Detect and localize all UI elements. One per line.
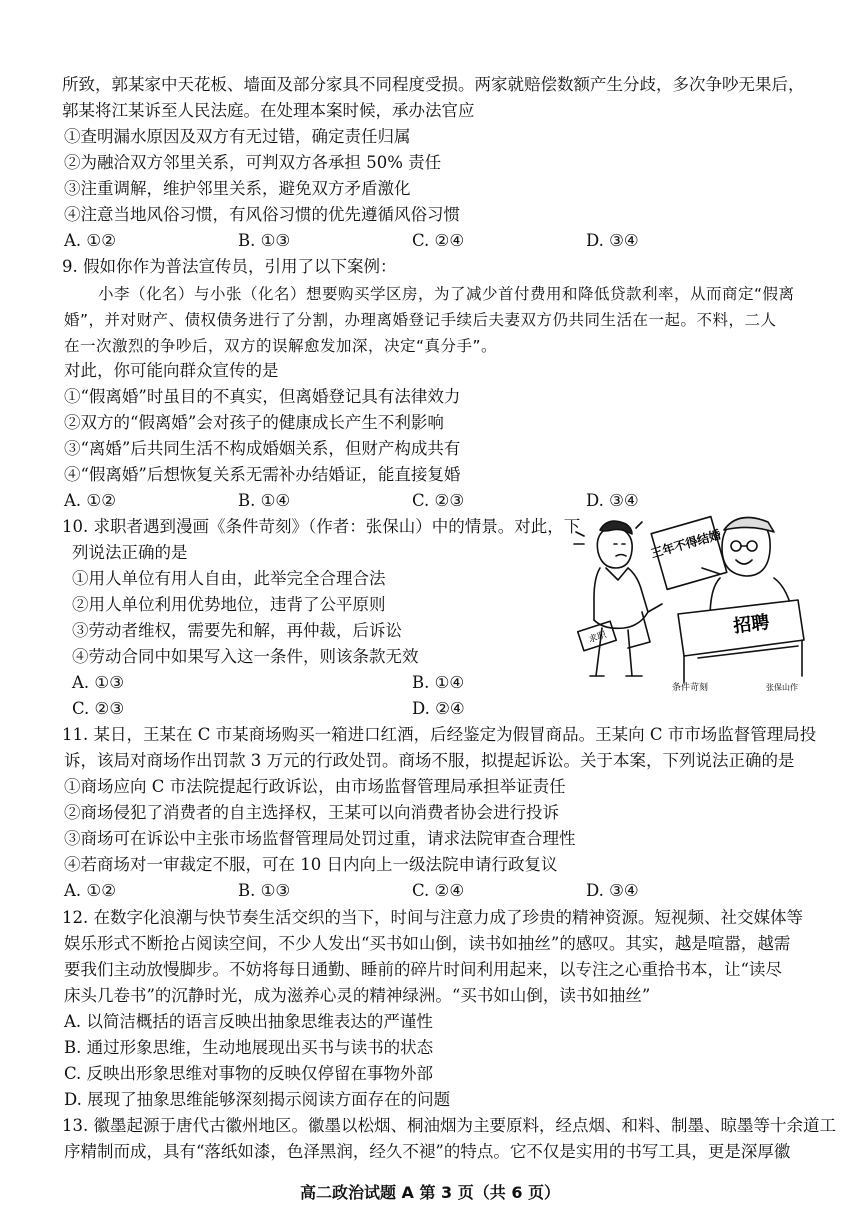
q10-stem-line1: 10. 求职者遇到漫画《条件苛刻》（作者：张保山）中的情景。对此，下 [62,517,581,536]
q12-option-a: A. 以简洁概括的语言反映出抽象思维表达的严谨性 [64,1012,433,1031]
q12-option-d: D. 展现了抽象思维能够深刻揭示阅读方面存在的问题 [64,1090,451,1109]
q13-stem-line1: 13. 徽墨起源于唐代古徽州地区。徽墨以松烟、桐油烟为主要原料，经点烟、和料、制墨、晾墨等十余道工 [62,1116,836,1135]
q9-stem: 9. 假如你作为普法宣传员，引用了以下案例： [62,257,397,276]
q11-statement-2: ②商场侵犯了消费者的自主选择权，王某可以向消费者协会进行投诉 [64,803,559,822]
q9-option-a: A. ①② [64,491,116,510]
q8-statement-1: ①查明漏水原因及双方有无过错，确定责任归属 [64,127,411,146]
q8-stem-line1: 所致，郭某家中天花板、墙面及部分家具不同程度受损。两家就赔偿数额产生分歧，多次争吵无果后， [62,75,805,94]
q12-option-b: B. 通过形象思维，生动地展现出买书与读书的状态 [64,1038,434,1057]
q11-stem-line1: 11. 某日，王某在 C 市某商场购买一箱进口红酒，后经鉴定为假冒商品。王某向 C 市市场监督管理局投 [62,725,817,744]
cartoon-case-text: 求职 [587,630,608,646]
q9-option-b: B. ①④ [238,491,291,510]
q9-option-d: D. ③④ [586,491,639,510]
q9-statement-1: ①“假离婚”时虽目的不真实，但离婚登记具有法律效力 [64,387,461,406]
q9-statement-3: ③“离婚”后共同生活不构成婚姻关系，但财产构成共有 [64,439,461,458]
cartoon-sign-text: 三年不得结婚 [649,527,723,561]
q13-stem-line2: 序精制而成，具有“落纸如漆，色泽黑润，经久不褪”的特点。它不仅是实用的书写工具，更是深厚徽 [64,1142,791,1161]
q9-case-line3: 在一次激烈的争吵后，双方的误解愈发加深，决定“真分手”。 [64,337,498,355]
q12-stem-line1: 12. 在数字化浪潮与快节奏生活交织的当下，时间与注意力成了珍贵的精神资源。短视频、社交媒体等 [62,908,803,927]
cartoon-illustration [570,508,810,693]
q11-statement-1: ①商场应向 C 市法院提起行政诉讼，由市场监督管理局承担举证责任 [64,777,566,796]
q9-case-line1: 小李（化名）与小张（化名）想要购买学区房，为了减少首付费用和降低贷款利率，从而商定“假离 [98,285,795,303]
q11-option-b: B. ①③ [238,881,291,900]
q9-case-line2: 婚”，并对财产、债权债务进行了分割，办理离婚登记手续后夫妻双方仍共同生活在一起。不料，二人 [64,311,777,329]
q11-stem-line2: 诉，该局对商场作出罚款 3 万元的行政处罚。商场不服，拟提起诉讼。关于本案，下列说法正确的是 [64,751,795,770]
q10-stem-line2: 列说法正确的是 [72,543,188,562]
q10-statement-1: ①用人单位有用人自由，此举完全合理合法 [72,569,386,588]
q8-option-d: D. ③④ [586,231,639,250]
q9-prompt: 对此，你可能向群众宣传的是 [64,361,279,380]
q10-option-a: A. ①③ [72,673,124,692]
page-footer: 高二政治试题 A 第 3 页（共 6 页） [299,1183,561,1202]
cartoon-caption: 条件苛刻 [671,683,709,693]
q11-option-d: D. ③④ [586,881,639,900]
q10-statement-3: ③劳动者维权，需要先和解，再仲裁，后诉讼 [72,621,402,640]
q9-option-c: C. ②③ [412,491,465,510]
q8-option-a: A. ①② [64,231,116,250]
q10-option-b: B. ①④ [412,673,465,692]
q12-stem-line4: 床头几卷书”的沉静时光，成为滋养心灵的精神绿洲。“买书如山倒，读书如抽丝” [64,986,651,1005]
q12-stem-line3: 要我们主动放慢脚步。不妨将每日通勤、睡前的碎片时间利用起来，以专注之心重拾书本，让“读尽 [64,960,782,979]
cartoon-author: 张保山作 [766,683,798,692]
q11-option-a: A. ①② [64,881,116,900]
cartoon-desk-text: 招聘 [732,611,771,638]
q10-option-c: C. ②③ [72,699,125,718]
q11-statement-3: ③商场可在诉讼中主张市场监督管理局处罚过重，请求法院审查合理性 [64,829,576,848]
q10-statement-4: ④劳动合同中如果写入这一条件，则该条款无效 [72,647,419,666]
q12-option-c: C. 反映出形象思维对事物的反映仅停留在事物外部 [64,1064,434,1083]
q8-option-c: C. ②④ [412,231,465,250]
q9-statement-4: ④“假离婚”后想恢复关系无需补办结婚证，能直接复婚 [64,465,461,484]
q11-option-c: C. ②④ [412,881,465,900]
q10-option-d: D. ②④ [412,699,465,718]
q10-statement-2: ②用人单位利用优势地位，违背了公平原则 [72,595,386,614]
q8-statement-4: ④注意当地风俗习惯，有风俗习惯的优先遵循风俗习惯 [64,205,460,224]
q8-statement-3: ③注重调解，维护邻里关系，避免双方矛盾激化 [64,179,411,198]
q8-statement-2: ②为融洽双方邻里关系，可判双方各承担 50% 责任 [64,153,442,172]
q9-statement-2: ②双方的“假离婚”会对孩子的健康成长产生不利影响 [64,413,444,432]
q8-option-b: B. ①③ [238,231,291,250]
q8-stem-line2: 郭某将江某诉至人民法庭。在处理本案时候，承办法官应 [62,101,475,120]
q11-statement-4: ④若商场对一审裁定不服，可在 10 日内向上一级法院申请行政复议 [64,855,558,874]
q12-stem-line2: 娱乐形式不断抢占阅读空间，不少人发出“买书如山倒，读书如抽丝”的感叹。其实，越是喧嚣，越需 [64,934,791,953]
